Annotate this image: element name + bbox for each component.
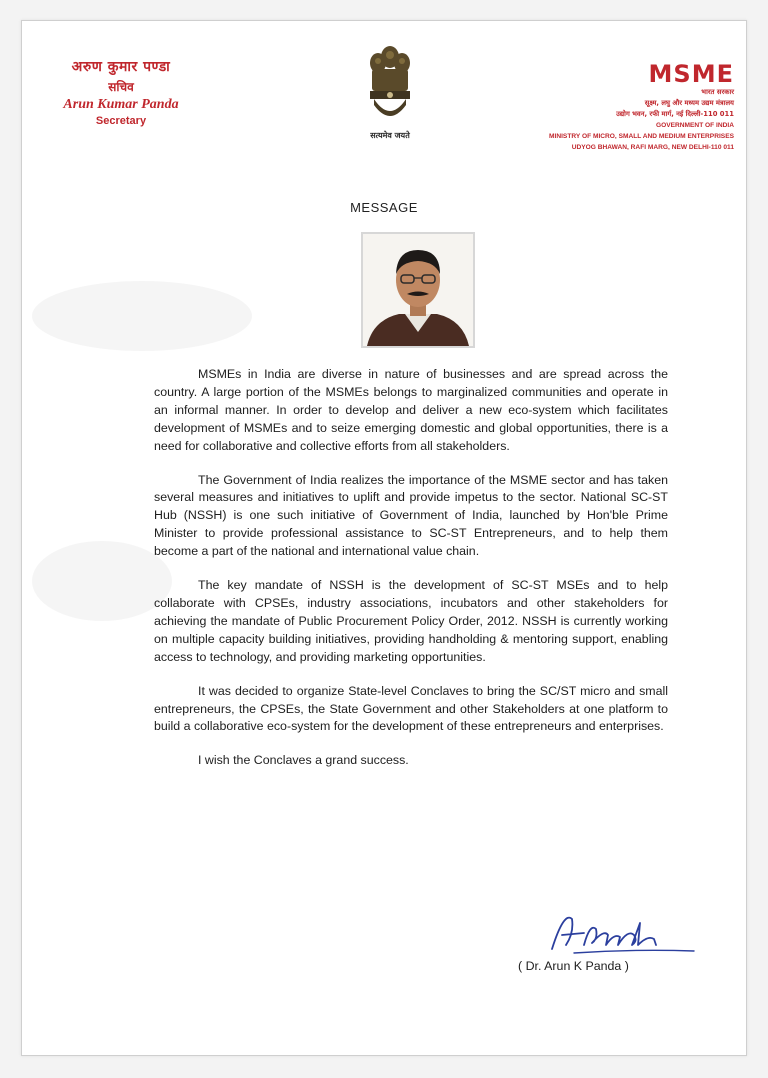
emblem-motto: सत्यमेव जयते: [370, 131, 410, 140]
header-line-english: GOVERNMENT OF INDIA: [655, 122, 734, 129]
scan-smudge: [32, 281, 252, 351]
portrait-photo: [361, 232, 475, 348]
header-line-hindi: उद्योग भवन, रफी मार्ग, नई दिल्ली-110 011: [616, 110, 734, 118]
msme-logo: MSME: [648, 60, 734, 88]
signature-handwritten: [544, 909, 704, 959]
national-emblem-icon: [368, 43, 412, 129]
name-english: Arun Kumar Panda: [63, 97, 179, 112]
message-body: [154, 366, 668, 786]
paragraph: MSMEs in India are diverse in nature of businesses and are spread across the country. A large portion of the MSMEs belongs to marginalized communities and operate in an informal manner. In order to develop and deliver a new eco-system which facilitates development of MSMEs and to seize emerging domestic and global opportunities, there is a need for collaborative and collective efforts from all stakeholders.: [154, 367, 668, 453]
paragraph: The key mandate of NSSH is the development of SC-ST MSEs and to help collaborate with CPSEs, industry associations, incubators and other stakeholders for achieving the mandate of Public Procurement Policy Order, 2012. NSSH is currently working on multiple capacity building initiatives, providing handholding & mentoring support, enabling access to technology, and providing marketing opportunities.: [154, 578, 668, 664]
message-title: MESSAGE: [350, 200, 418, 215]
header-line-english: MINISTRY OF MICRO, SMALL AND MEDIUM ENTERPRISES: [549, 133, 734, 140]
emblem: [360, 43, 420, 141]
designation: Secretary: [95, 115, 147, 127]
letterhead-left: [46, 57, 196, 127]
letterhead-right: [444, 61, 734, 153]
paragraph: The Government of India realizes the importance of the MSME sector and has taken several measures and initiatives to uplift and provide impetus to the sector. National SC-ST Hub (NSSH) is one such initiative of Government of India, launched by Hon'ble Prime Minister to provide professional assistance to SC-ST Entrepreneurs, and to help them become a part of the national and international value chain.: [154, 472, 668, 559]
header-line-hindi: भारत सरकार: [701, 88, 734, 96]
header-line-english: UDYOG BHAWAN, RAFI MARG, NEW DELHI-110 011: [571, 144, 734, 151]
closing-line: I wish the Conclaves a grand success.: [198, 753, 409, 768]
signatory-name: ( Dr. Arun K Panda ): [518, 959, 629, 973]
title-hindi: सचिव: [108, 80, 134, 94]
paragraph: It was decided to organize State-level Conclaves to bring the SC/ST micro and small entrepreneurs, the CPSEs, the State Government and other Stakeholders at one platform to build a collaborative eco-system for the development of these entrepreneurs and enterprises.: [154, 683, 668, 734]
name-hindi: अरुण कुमार पण्डा: [71, 59, 171, 75]
scan-smudge: [32, 541, 172, 621]
portrait-image: [363, 234, 473, 346]
letter-page: [21, 20, 747, 1056]
header-line-hindi: सूक्ष्म, लघु और मध्यम उद्यम मंत्रालय: [644, 99, 734, 107]
